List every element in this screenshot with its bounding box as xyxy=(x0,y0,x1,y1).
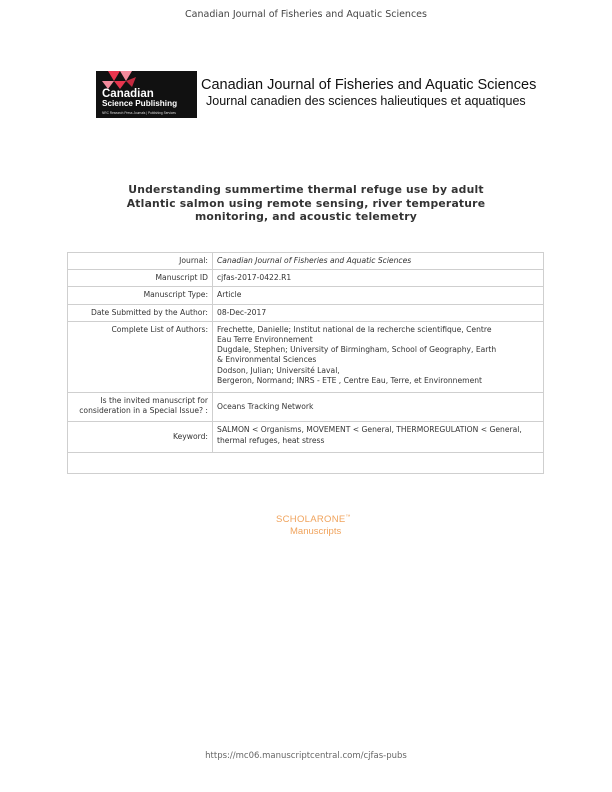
author-line: Dugdale, Stephen; University of Birmingham, School of Geography, Earth xyxy=(217,345,497,355)
table-row xyxy=(68,393,544,422)
special-issue-label: Is the invited manuscript for consideration in a Special Issue? : xyxy=(68,393,213,422)
keyword-label: Keyword: xyxy=(68,422,213,452)
manuscript-metadata-table xyxy=(67,252,544,474)
empty-row xyxy=(68,452,544,473)
manuscript-type-label: Manuscript Type: xyxy=(68,287,213,304)
table-row xyxy=(68,452,544,473)
paper-title-line: monitoring, and acoustic telemetry xyxy=(194,210,418,223)
scholarone-product: Manuscripts xyxy=(290,526,342,537)
journal-value: Canadian Journal of Fisheries and Aquatic Sciences xyxy=(213,253,544,270)
table-row xyxy=(68,270,544,287)
footer-url[interactable]: https://mc06.manuscriptcentral.com/cjfas-pubs xyxy=(205,751,407,761)
journal-label: Journal: xyxy=(68,253,213,270)
table-row xyxy=(68,304,544,321)
manuscript-id-label: Manuscript ID xyxy=(68,270,213,287)
table-row xyxy=(68,321,544,392)
paper-title-line: Atlantic salmon using remote sensing, river temperature xyxy=(126,196,486,210)
date-submitted-value: 08-Dec-2017 xyxy=(213,304,544,321)
authors-value xyxy=(213,321,544,392)
logo-tagline: NRC Research Press Journals | Publishing Services xyxy=(102,111,176,115)
logo-line-2: Science Publishing xyxy=(102,99,178,108)
author-line: Eau Terre Environnement xyxy=(217,335,313,345)
manuscript-id-value: cjfas-2017-0422.R1 xyxy=(213,270,544,287)
author-line: Dodson, Julian; Université Laval, xyxy=(217,365,340,375)
authors-label: Complete List of Authors: xyxy=(68,321,213,392)
scholarone-brand: SCHOLARONE xyxy=(276,514,346,526)
table-row xyxy=(68,253,544,270)
running-head: Canadian Journal of Fisheries and Aquatic Sciences xyxy=(185,9,427,20)
scholarone-tm: ™ xyxy=(345,514,351,520)
author-line: Frechette, Danielle; Institut national de la recherche scientifique, Centre xyxy=(217,324,492,334)
table-row xyxy=(68,287,544,304)
csp-logo xyxy=(96,71,197,118)
date-submitted-label: Date Submitted by the Author: xyxy=(68,304,213,321)
journal-title-en: Canadian Journal of Fisheries and Aquatic Sciences xyxy=(201,77,537,93)
keyword-value: SALMON < Organisms, MOVEMENT < General, THERMOREGULATION < General, thermal refuges, heat stress xyxy=(213,422,544,452)
manuscript-type-value: Article xyxy=(213,287,544,304)
special-issue-value: Oceans Tracking Network xyxy=(213,393,544,422)
logo-line-1: Canadian xyxy=(102,88,154,100)
author-line: & Environmental Sciences xyxy=(217,355,317,365)
table-row xyxy=(68,422,544,452)
paper-title xyxy=(106,183,506,224)
journal-title-fr: Journal canadien des sciences halieutiques et aquatiques xyxy=(206,94,526,108)
paper-title-line: Understanding summertime thermal refuge use by adult xyxy=(128,183,484,196)
author-line: Bergeron, Normand; INRS - ETE , Centre Eau, Terre, et Environnement xyxy=(217,375,483,385)
scholarone-logo xyxy=(276,514,351,525)
